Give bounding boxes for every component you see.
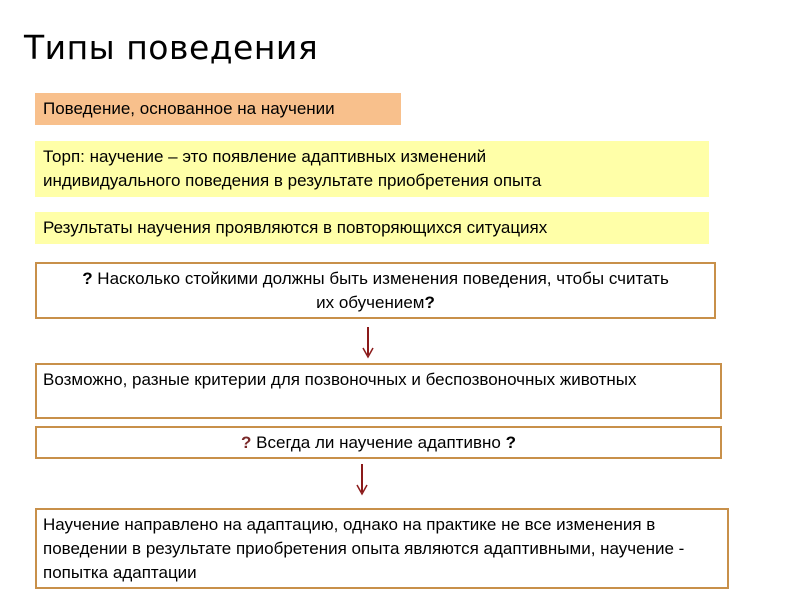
question-mark-close: ? <box>505 433 516 452</box>
down-arrow-icon <box>361 327 375 359</box>
question-box-2 <box>35 426 722 459</box>
answer-box-1 <box>35 363 722 419</box>
heading-text: Поведение, основанное на научении <box>43 99 335 118</box>
question-text-2: Всегда ли научение адаптивно <box>251 433 506 452</box>
heading-box <box>35 93 401 125</box>
question-text-1: Насколько стойкими должны быть изменения поведения, чтобы считать их обучением <box>92 269 669 312</box>
definition-line-2: индивидуального поведения в результате приобретения опыта <box>43 171 542 190</box>
question-mark-open: ? <box>82 269 93 288</box>
question-mark-close: ? <box>424 293 435 312</box>
slide-title: Типы поведения <box>24 28 319 67</box>
down-arrow-icon <box>355 464 369 496</box>
question-box-1 <box>35 262 716 319</box>
answer-text-2: Научение направлено на адаптацию, однако на практике не все изменения в поведении в результате приобретения опыта являются адаптивными, научение - попытка адаптации <box>43 515 685 582</box>
results-text: Результаты научения проявляются в повторяющихся ситуациях <box>43 218 548 237</box>
question-mark-open: ? <box>241 433 252 452</box>
definition-line-1: Торп: научение – это появление адаптивных изменений <box>43 147 487 166</box>
definition-box <box>35 141 709 197</box>
answer-box-2 <box>35 508 729 589</box>
results-box <box>35 212 709 244</box>
answer-text-1: Возможно, разные критерии для позвоночных и беспозвоночных животных <box>43 370 637 389</box>
